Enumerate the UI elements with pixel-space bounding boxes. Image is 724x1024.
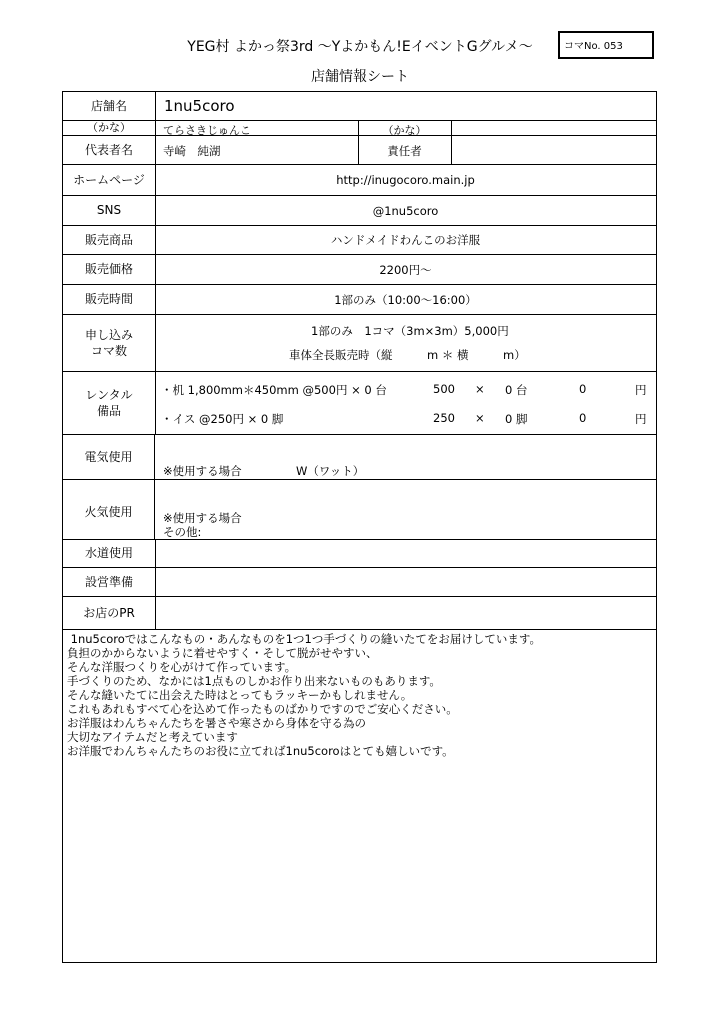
rental-item-qty: 0 台: [505, 383, 528, 397]
rental-item-total: 0: [579, 382, 587, 396]
fire-other: その他:: [163, 525, 202, 539]
row-setup: [63, 568, 656, 597]
shop-name-value: 1nu5coro: [164, 97, 235, 115]
row-shop-name: [63, 92, 656, 121]
row-water: [63, 540, 656, 568]
homepage-value: http://inugocoro.main.jp: [336, 173, 475, 187]
label-rental: [63, 372, 156, 434]
rental-item-times: ×: [475, 382, 485, 396]
rental-item-desc: ・机 1,800mm＊450mm @500円 × 0 台: [161, 383, 387, 397]
pr-text: 1nu5coroではこんなもの・あんなものを1つ1つ手づくりの縫いたてをお届けしています。 負担のかからないように着せやすく・そして脱がせやすい、 そんな洋服つくりを心がけて作っています。 手づくりのため、なかには1点ものしかお作り出来ないものもあります。 そんな縫いたてに出会えた時はとってもラッキーかもしれません。 これもあれもすべて心を込めて作ったものばかりですのでご安心ください。 お洋服はわんちゃんたちを暑さや寒さから身体を守る為の 大切なアイテムだと考えています お洋服でわんちゃんたちのお役に立てれば1nu5coroはとても嬉しいです。: [67, 632, 541, 758]
row-rental: [63, 372, 656, 435]
row-representative: [63, 136, 656, 165]
row-homepage: [63, 165, 656, 196]
label-application-line2: コマ数: [90, 344, 127, 358]
label-pr: お店のPR: [63, 597, 156, 629]
label-rental-line2: 備品: [96, 404, 121, 418]
label-kana-1: （かな）: [63, 121, 156, 135]
label-hours: 販売時間: [63, 285, 156, 314]
hours-value: 1部のみ（10:00～16:00）: [334, 292, 477, 307]
label-shop-name: 店舗名: [63, 92, 156, 120]
divider: [451, 136, 452, 164]
sns-value: @1nu5coro: [372, 203, 439, 218]
application-line2: 車体全長販売時（縦 m ＊ 横 m）: [289, 348, 526, 362]
koma-number-box: コマNo. 053: [558, 31, 654, 59]
label-kana-2: （かな）: [382, 124, 427, 137]
electric-note: ※使用する場合: [163, 464, 242, 478]
rental-item-yen: 円: [635, 383, 647, 397]
price-value: 2200円～: [379, 262, 432, 277]
label-fire: 火気使用: [63, 480, 155, 539]
electric-watt: W（ワット）: [296, 464, 365, 478]
label-homepage: ホームページ: [63, 165, 156, 195]
rental-item-total: 0: [579, 411, 587, 425]
label-application-line1: 申し込み: [84, 327, 133, 342]
label-electric: 電気使用: [63, 435, 155, 479]
row-kana: [63, 121, 656, 136]
label-setup: 設営準備: [63, 568, 156, 596]
representative-value: 寺崎 純湖: [163, 144, 221, 158]
row-products: [63, 226, 656, 255]
rental-item-yen: 円: [635, 412, 647, 426]
row-fire: [63, 480, 656, 540]
row-sns: [63, 196, 656, 226]
row-electric: [63, 435, 656, 480]
row-application: [63, 315, 656, 372]
rental-item-times: ×: [475, 411, 485, 425]
info-sheet: [62, 91, 657, 963]
label-water: 水道使用: [63, 540, 156, 567]
divider: [451, 121, 452, 135]
row-hours: [63, 285, 656, 315]
label-price: 販売価格: [63, 255, 156, 284]
page-subtitle: 店舗情報シート: [311, 69, 409, 85]
label-manager: 責任者: [387, 144, 422, 158]
rental-item-unit: 500: [433, 382, 455, 396]
rental-item-qty: 0 脚: [505, 412, 528, 426]
rental-item-unit: 250: [433, 411, 455, 425]
label-representative: 代表者名: [63, 136, 156, 164]
label-application: [63, 315, 156, 371]
rental-item-desc: ・イス @250円 × 0 脚: [161, 412, 284, 426]
application-line1: 1部のみ 1コマ（3m×3m）5,000円: [311, 324, 509, 338]
label-rental-line1: レンタル: [85, 387, 133, 402]
fire-note: ※使用する場合: [163, 511, 242, 525]
row-price: [63, 255, 656, 285]
label-sns: SNS: [63, 196, 156, 225]
label-products: 販売商品: [63, 226, 156, 254]
kana-value: てらさきじゅんこ: [163, 124, 251, 137]
page-title: YEG村 よかっ祭3rd ～Yよかもん!EイベントGグルメ～: [187, 39, 533, 55]
products-value: ハンドメイドわんこのお洋服: [330, 233, 481, 247]
row-pr: [63, 597, 656, 630]
